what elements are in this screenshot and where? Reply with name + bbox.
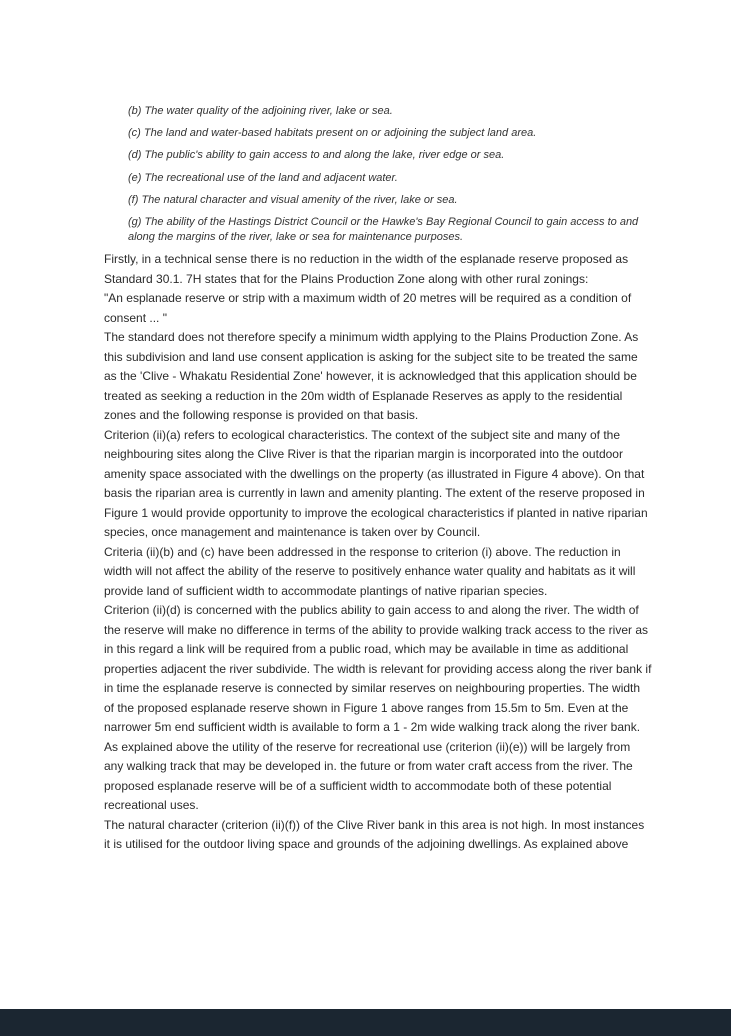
paragraph-criterion-f: The natural character (criterion (ii)(f)) of the Clive River bank in this area is not high. In most instances it is utilised for the outdoor living space and grounds of the adjoining dwellings. As explained above xyxy=(104,817,645,851)
criteria-list xyxy=(128,104,648,245)
criterion-c: (c) The land and water-based habitats present on or adjoining the subject land area. xyxy=(128,127,537,140)
criterion-d: (d) The public's ability to gain access to and along the lake, river edge or sea. xyxy=(128,149,505,162)
body-text xyxy=(104,250,652,855)
footer-bar xyxy=(0,1009,731,1036)
paragraph-criteria-b-c: Criteria (ii)(b) and (c) have been addressed in the response to criterion (i) above. The reduction in width will not affect the ability of the reserve to positively enhance water quality and habitats as it will provide land of sufficient width to accommodate plantings of native riparian species. xyxy=(104,544,636,598)
criterion-e: (e) The recreational use of the land and adjacent water. xyxy=(128,171,398,184)
paragraph-criterion-e: As explained above the utility of the reserve for recreational use (criterion (ii)(e)) will be largely from any walking track that may be developed in. the future or from water craft access from the river. The proposed esplanade reserve will be of a sufficient width to accommodate both of these potential recreational uses. xyxy=(104,739,633,812)
paragraph-technical-sense: Firstly, in a technical sense there is no reduction in the width of the esplanade reserve proposed as Standard 30.1. 7H states that for the Plains Production Zone along with other rural zonings: xyxy=(104,252,629,286)
paragraph-criterion-a: Criterion (ii)(a) refers to ecological characteristics. The context of the subject site and many of the neighbouring sites along the Clive River is that the riparian margin is incorporated into the outdoor amenity space associated with the dwellings on the property (as illustrated in Figure 4 above). On that basis the riparian area is currently in lawn and amenity planting. The extent of the reserve proposed in Figure 1 would provide opportunity to improve the ecological characteristics if planted in native riparian species, once management and maintenance is taken over by Council. xyxy=(104,427,648,539)
paragraph-quote: "An esplanade reserve or strip with a maximum width of 20 metres will be required as a condition of consent ... " xyxy=(104,291,632,325)
paragraph-criterion-d: Criterion (ii)(d) is concerned with the publics ability to gain access to and along the river. The width of the reserve will make no difference in terms of the ability to provide walking track access to the river as in this regard a link will be required from a public road, which may be available in time as additional properties adjacent the river subdivide. The width is relevant for providing access along the river bank if in time the esplanade reserve is connected by similar reserves on neighbouring properties. The width of the proposed esplanade reserve shown in Figure 1 above ranges from 15.5m to 5m. Even at the narrower 5m end sufficient width is available to form a 1 - 2m wide walking track along the river bank. xyxy=(104,603,652,734)
criterion-b: (b) The water quality of the adjoining river, lake or sea. xyxy=(128,105,393,117)
paragraph-standard: The standard does not therefore specify a minimum width applying to the Plains Production Zone. As this subdivision and land use consent application is asking for the subject site to be treated the same as the 'Clive - Whakatu Residential Zone' however, it is acknowledged that this application should be treated as seeking a reduction in the 20m width of Esplanade Reserves as apply to the residential zones and the following response is provided on that basis. xyxy=(104,330,639,422)
criterion-f: (f) The natural character and visual amenity of the river, lake or sea. xyxy=(128,193,458,206)
criterion-g: (g) The ability of the Hastings District Council or the Hawke's Bay Regional Council to gain access to and along the margins of the river, lake or sea for maintenance purposes. xyxy=(128,215,639,243)
